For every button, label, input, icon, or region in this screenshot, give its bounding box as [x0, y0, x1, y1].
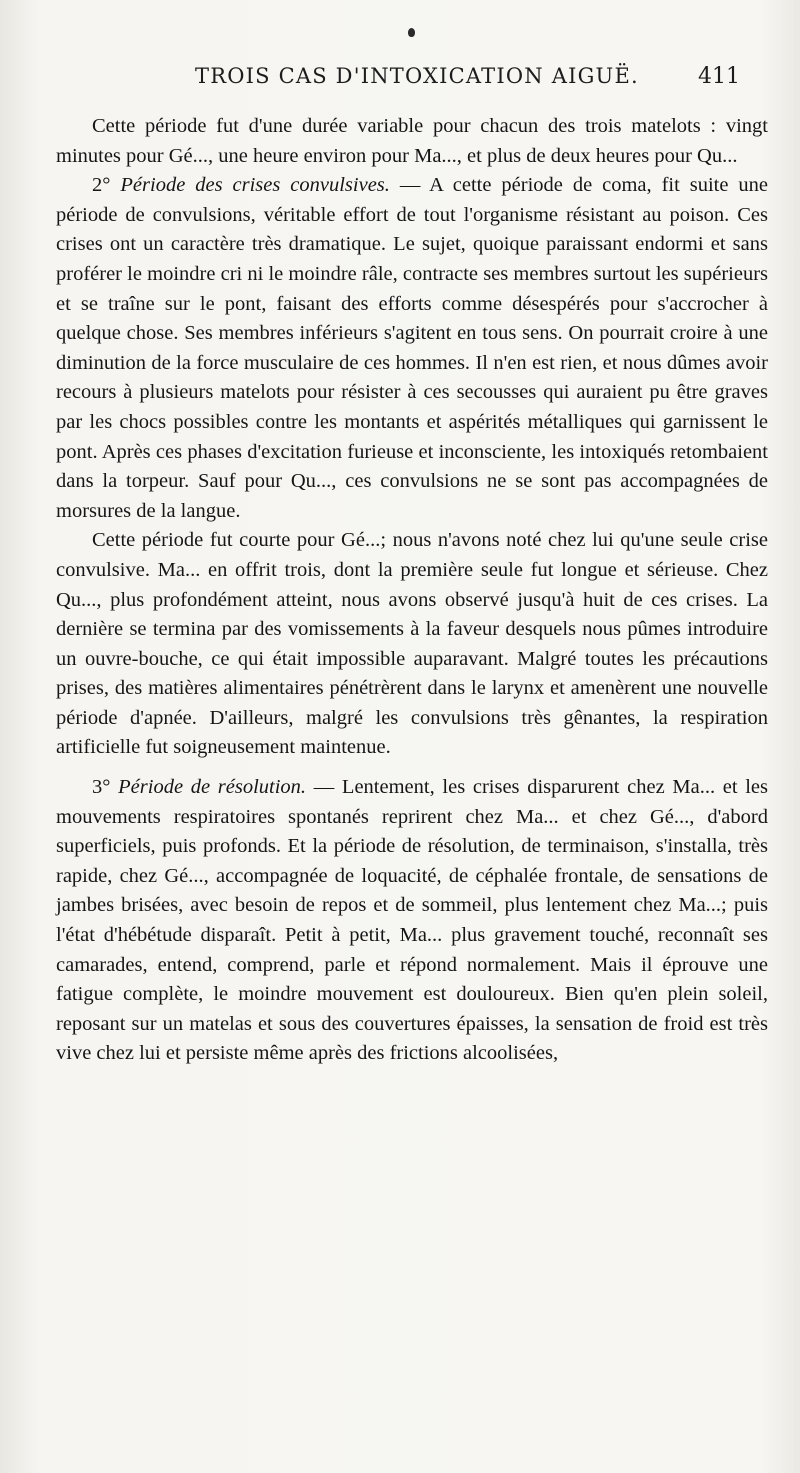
ink-spot: [408, 28, 415, 37]
paragraph-2-text: — A cette période de coma, fit suite une période de convulsions, véritable effort de tout l'organisme résistant au poison. Ces crises ont un caractère très dramatique. Le sujet, quoique paraissant endormi et sans proférer le moindre cri ni le moindre râle, contracte ses membres surtout les supérieurs et se traîne sur le pont, faisant des efforts comme désespérés pour s'accrocher à quelque chose. Ses membres inférieurs s'agitent en tous sens. On pourrait croire à une diminution de la force musculaire de ces hommes. Il n'en est rien, et nous dûmes avoir recours à plusieurs matelots pour résister à ces secousses qui auraient pu être graves par les chocs possibles contre les montants et aspérités métalliques qui garnissent le pont. Après ces phases d'excitation furieuse et inconsciente, les intoxiqués retombaient dans la torpeur. Sauf pour Qu..., ces convulsions ne se sont pas accompagnées de morsures de la langue.: [56, 174, 768, 522]
page-number: 411: [698, 64, 740, 89]
section-number-2: 2°: [92, 174, 111, 197]
paragraph-1: Cette période fut d'une durée variable pour chacun des trois matelots : vingt minutes pour Gé..., une heure environ pour Ma..., et plus de deux heures pour Qu...: [56, 115, 768, 167]
page-header: [195, 64, 740, 104]
paragraph-2: [56, 171, 768, 526]
paragraph-4-text: — Lentement, les crises disparurent chez Ma... et les mouvements respiratoires spontanés reprirent chez Ma... et chez Gé..., d'abord superficiels, puis profonds. Et la période de résolution, de terminaison, s'installa, très rapide, chez Gé..., accompagnée de loquacité, de céphalée frontale, de sensations de jambes brisées, avec besoin de repos et de sommeil, plus lentement chez Ma...; puis l'état d'hébétude disparaît. Petit à petit, Ma... plus gravement touché, reconnaît ses camarades, entend, comprend, parle et répond normalement. Mais il éprouve une fatigue complète, le moindre mouvement est douloureux. Bien qu'en plein soleil, reposant sur un matelas et sous des couvertures épaisses, la sensation de froid est très vive chez lui et persiste même après des frictions alcoolisées,: [56, 776, 769, 1065]
section-heading-resolution: Période de résolution.: [118, 776, 307, 799]
paragraph-3: Cette période fut courte pour Gé...; nous n'avons noté chez lui qu'une seule crise convulsive. Ma... en offrit trois, dont la première seule fut longue et sérieuse. Chez Qu..., plus profondément atteint, nous avons observé jusqu'à huit de ces crises. La dernière se termina par des vomissements à la faveur desquels nous pûmes introduire un ouvre-bouche, ce qui était impossible auparavant. Malgré toutes les précautions prises, des matières alimentaires pénétrèrent dans le larynx et amenèrent une nouvelle période d'apnée. D'ailleurs, malgré les convulsions très gênantes, la respiration artificielle fut soigneusement maintenue.: [56, 529, 768, 759]
paragraph-4: [56, 773, 768, 1069]
running-title: TROIS CAS D'INTOXICATION AIGUË.: [195, 64, 639, 88]
body-text: [56, 112, 768, 1069]
section-heading-convulsions: Période des crises convulsives.: [120, 174, 390, 197]
section-number-3: 3°: [92, 776, 111, 799]
